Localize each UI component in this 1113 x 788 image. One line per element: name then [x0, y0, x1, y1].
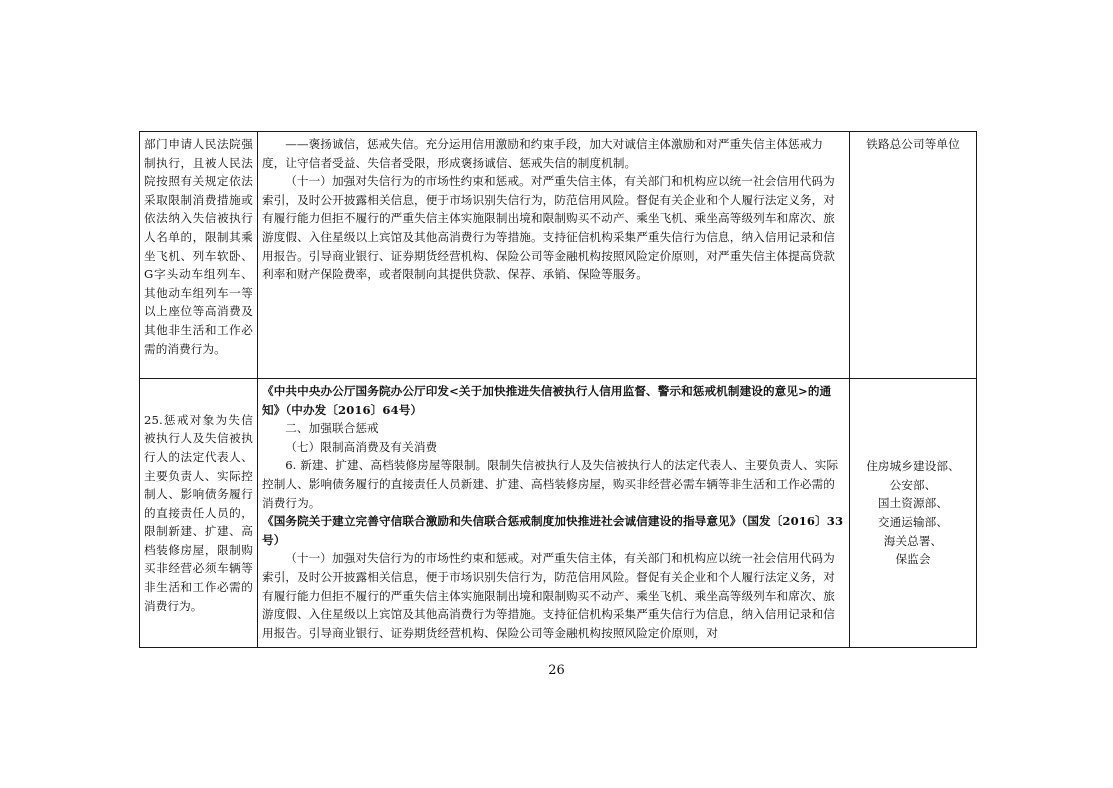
source-document-title: 《国务院关于建立完善守信联合激励和失信联合惩戒制度加快推进社会诚信建设的指导意见》（国发〔2016〕33号）	[262, 514, 844, 547]
basis-cell	[258, 132, 850, 379]
basis-paragraph: （十一）加强对失信行为的市场性约束和惩戒。对严重失信主体，有关部门和机构应以统一社会信用代码为索引，及时公开披露相关信息，便于市场识别失信行为，防范信用风险。督促有关企业和个人履行法定义务，对有履行能力但拒不履行的严重失信主体实施限制出境和限制购买不动产、乘坐飞机、乘坐高等级列车和席次、旅游度假、入住星级以上宾馆及其他高消费行为等措施。支持征信机构采集严重失信行为信息，纳入信用记录和信用报告。引导商业银行、证券期货经营机构、保险公司等金融机构按照风险定价原则，对严重失信主体提高贷款利率和财产保险费率，或者限制向其提供贷款、保荐、承销、保险等服务。	[262, 174, 835, 282]
org-cell	[850, 379, 977, 648]
basis-cell	[258, 379, 850, 648]
basis-paragraph: 6. 新建、扩建、高档装修房屋等限制。限制失信被执行人及失信被执行人的法定代表人、主要负责人、实际控制人、影响债务履行的直接责任人员新建、扩建、高档装修房屋，购买非经营必需车辆等非生活和工作必需的消费行为。	[262, 458, 839, 510]
table-row	[140, 132, 977, 379]
measure-cell	[140, 379, 258, 648]
org-name: 国土资源部、	[877, 496, 949, 511]
page-number: 26	[548, 663, 565, 678]
measure-text: 25.惩戒对象为失信被执行人及失信被执行人的法定代表人、主要负责人、实际控制人、影响债务履行的直接责任人员的，限制新建、扩建、高档装修房屋，限制购买非经营必须车辆等非生活和工作必需的消费行为。	[144, 412, 253, 613]
basis-paragraph: （十一）加强对失信行为的市场性约束和惩戒。对严重失信主体，有关部门和机构应以统一社会信用代码为索引，及时公开披露相关信息，便于市场识别失信行为，防范信用风险。督促有关企业和个人履行法定义务，对有履行能力但拒不履行的严重失信主体实施限制出境和限制购买不动产、乘坐飞机、乘坐高等级列车和席次、旅游度假、入住星级以上宾馆及其他高消费行为等措施。支持征信机构采集严重失信行为信息，纳入信用记录和信用报告。引导商业银行、证券期货经营机构、保险公司等金融机构按照风险定价原则，对	[262, 551, 835, 640]
org-cell	[850, 132, 977, 379]
measure-text: 部门申请人民法院强制执行，且被人民法院按照有关规定依法采取限制消费措施或依法纳入失信被执行人名单的，限制其乘坐飞机、列车软卧、G字头动车组列车、其他动车组列车一等以上座位等高消费及其他非生活和工作必需的消费行为。	[144, 137, 253, 356]
org-name: 交通运输部、	[877, 515, 949, 529]
measures-table	[139, 131, 977, 648]
org-name: 海关总署、	[883, 533, 943, 548]
org-name: 住房城乡建设部、	[866, 459, 960, 474]
basis-paragraph: （七）限制高消费及有关消费	[285, 439, 438, 454]
basis-paragraph: ——褒扬诚信，惩戒失信。充分运用信用激励和约束手段，加大对诚信主体激励和对严重失信主体惩戒力度，让守信者受益、失信者受限，形成褒扬诚信、惩戒失信的制度机制。	[262, 137, 824, 170]
table-row	[140, 379, 977, 648]
org-name: 保监会	[895, 552, 931, 567]
basis-paragraph: 二、加强联合惩戒	[285, 421, 379, 436]
measure-cell	[140, 132, 258, 379]
source-document-title: 《中共中央办公厅国务院办公厅印发<关于加快推进失信被执行人信用监督、警示和惩戒机制建设的意见>的通知》（中办发〔2016〕64号）	[262, 384, 832, 417]
org-name: 公安部、	[889, 477, 937, 492]
org-name: 铁路总公司等单位	[866, 137, 960, 151]
